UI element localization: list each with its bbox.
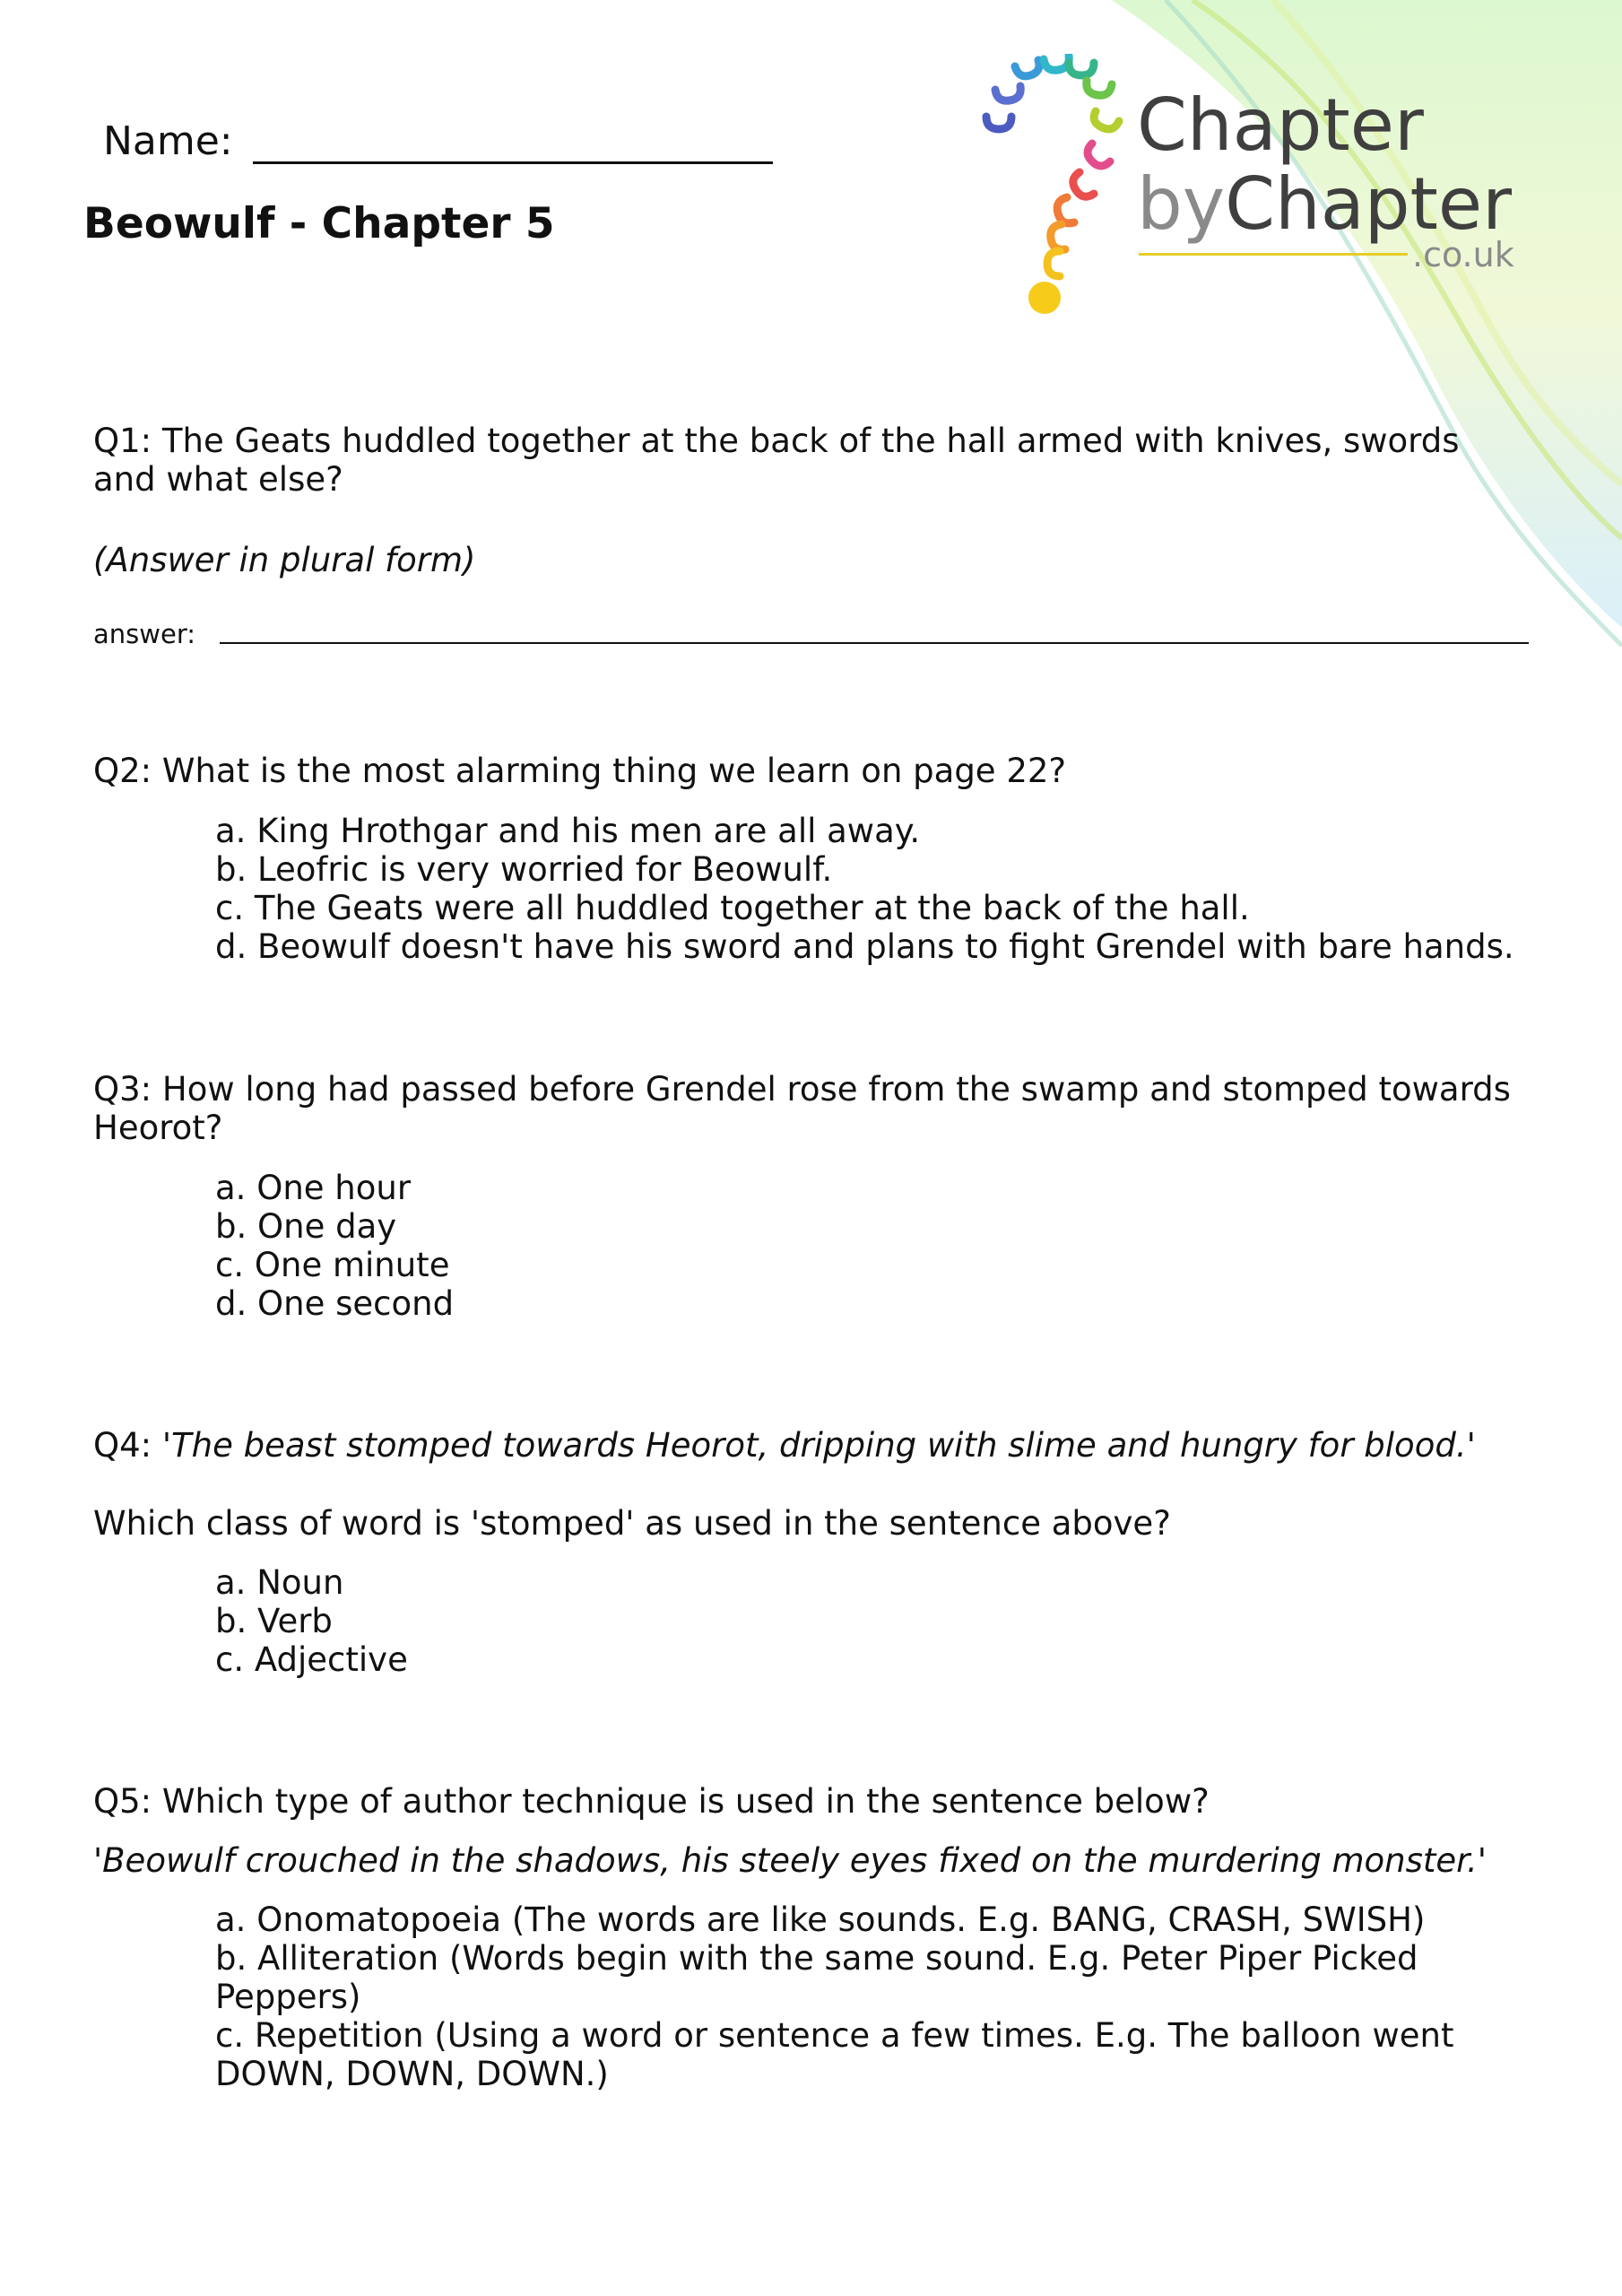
option[interactable]: b. Leofric is very worried for Beowulf. (215, 850, 833, 889)
logo-text-by-chapter (1137, 162, 1512, 246)
option[interactable]: b. One day (215, 1207, 397, 1246)
logo-text-domain: .co.uk (1412, 235, 1514, 274)
question-1-note: (Answer in plural form) (93, 541, 476, 579)
name-write-line[interactable] (253, 115, 773, 164)
question-2-options (215, 812, 1524, 966)
option[interactable]: d. One second (215, 1284, 455, 1323)
question-5-options (215, 1900, 1488, 2093)
option[interactable]: c. One minute (215, 1246, 450, 1284)
question-4-quote: 'The beast stomped towards Heorot, dripping with slime and hungry for blood.' (161, 1426, 1476, 1465)
question-4-options (215, 1563, 1524, 1679)
question-1-text: Q1: The Geats huddled together at the back of the hall armed with knives, swords and what else? (93, 422, 1460, 499)
option[interactable]: a. Onomatopoeia (The words are like sounds. E.g. BANG, CRASH, SWISH) (215, 1900, 1426, 1939)
name-label: Name: (103, 118, 233, 164)
question-2-text: Q2: What is the most alarming thing we learn on page 22? (93, 752, 1067, 790)
name-field (103, 115, 773, 164)
question-3-options (215, 1169, 1524, 1323)
logo-text-by: by (1137, 162, 1226, 246)
answer-label: answer: (93, 619, 196, 649)
question-4-quote-line (93, 1426, 1528, 1465)
option[interactable]: c. Repetition (Using a word or sentence a few times. E.g. The balloon went DOWN, DOWN, DOWN.) (215, 2016, 1454, 2093)
logo-text-chapter: Chapter (1137, 83, 1424, 167)
answer-write-line[interactable] (220, 642, 1529, 644)
page-title: Beowulf - Chapter 5 (83, 199, 555, 248)
option[interactable]: c. Adjective (215, 1640, 408, 1679)
option[interactable]: d. Beowulf doesn't have his sword and plans to fight Grendel with bare hands. (215, 927, 1514, 966)
logo-underline (1139, 253, 1408, 256)
option[interactable]: a. Noun (215, 1563, 344, 1602)
question-4-prefix: Q4: (93, 1426, 162, 1465)
option[interactable]: a. King Hrothgar and his men are all away. (215, 812, 921, 850)
question-5-text: Q5: Which type of author technique is used in the sentence below? (93, 1782, 1210, 1821)
question-4-text: Which class of word is 'stomped' as used in the sentence above? (93, 1504, 1171, 1543)
option[interactable]: b. Alliteration (Words begin with the same sound. E.g. Peter Piper Picked Peppers) (215, 1939, 1418, 2016)
option[interactable]: a. One hour (215, 1169, 412, 1207)
option[interactable]: b. Verb (215, 1602, 333, 1640)
logo-text-chapter-2: Chapter (1225, 162, 1512, 246)
question-5-quote: 'Beowulf crouched in the shadows, his steely eyes fixed on the murdering monster.' (93, 1841, 1487, 1880)
question-3-text: Q3: How long had passed before Grendel rose from the swamp and stomped towards Heorot? (93, 1070, 1511, 1147)
option[interactable]: c. The Geats were all huddled together at the back of the hall. (215, 889, 1250, 927)
